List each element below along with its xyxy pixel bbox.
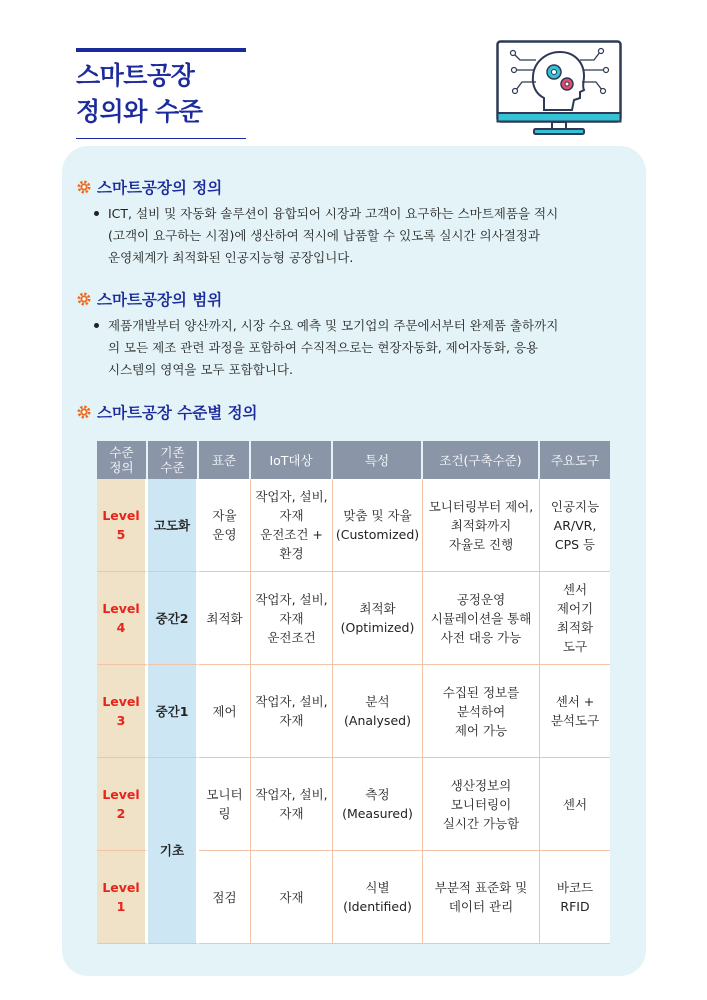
tools-cell: 센서 xyxy=(540,758,610,851)
header-standard: 기존 수준 xyxy=(148,441,199,479)
scope-line-1: 제품개발부터 양산까지, 시장 수요 예측 및 모기업의 주문에서부터 완제품 출하까지 xyxy=(108,318,559,333)
section-heading-levels xyxy=(76,401,258,423)
header-feature: 특성 xyxy=(333,441,423,479)
level-cell: Level 2 xyxy=(97,758,148,851)
feature-cell: 측정 (Measured) xyxy=(333,758,423,851)
definition-line-2: (고객이 요구하는 시점)에 생산하여 적시에 납품할 수 있도록 실시간 의사결정과 xyxy=(108,228,540,243)
header-level: 수준 정의 xyxy=(97,441,148,479)
standard-cell: 중간2 xyxy=(148,572,199,665)
std-cell: 제어 xyxy=(199,665,251,758)
level-cell: Level 1 xyxy=(97,851,148,944)
iot-cell: 작업자, 설비, 자재 운전조건 xyxy=(251,572,333,665)
definition-paragraph xyxy=(92,203,592,269)
tools-cell: 바코드 RFID xyxy=(540,851,610,944)
gear-icon xyxy=(76,404,92,420)
level-cell: Level 5 xyxy=(97,479,148,572)
iot-cell: 자재 xyxy=(251,851,333,944)
scope-paragraph xyxy=(92,315,592,381)
standard-cell: 기초 xyxy=(148,758,199,944)
iot-cell: 작업자, 설비, 자재 xyxy=(251,758,333,851)
header-std: 표준 xyxy=(199,441,251,479)
tools-cell: 인공지능 AR/VR, CPS 등 xyxy=(540,479,610,572)
iot-cell: 작업자, 설비, 자재 xyxy=(251,665,333,758)
section-heading-scope xyxy=(76,288,222,310)
smart-factory-levels-table xyxy=(97,441,610,944)
condition-cell: 공정운영 시뮬레이션을 통해 사전 대응 가능 xyxy=(423,572,540,665)
std-cell: 모니터링 xyxy=(199,758,251,851)
definition-line-3: 운영체계가 최적화된 인공지능형 공장입니다. xyxy=(108,250,354,265)
scope-line-3: 시스템의 영역을 모두 포함합니다. xyxy=(108,362,293,377)
std-cell: 점검 xyxy=(199,851,251,944)
page-title-block xyxy=(76,48,246,139)
section-heading-definition xyxy=(76,176,222,198)
bullet-dot xyxy=(94,323,99,328)
feature-cell: 식별 (Identified) xyxy=(333,851,423,944)
section-heading-definition-label: 스마트공장의 정의 xyxy=(97,179,223,197)
header-tools: 주요도구 xyxy=(540,441,610,479)
section-heading-scope-label: 스마트공장의 범위 xyxy=(97,291,223,309)
section-heading-levels-label: 스마트공장 수준별 정의 xyxy=(97,404,258,422)
page-title-line-2: 정의와 수준 xyxy=(76,97,203,126)
definition-line-1: ICT, 설비 및 자동화 솔루션이 융합되어 시장과 고객이 요구하는 스마트제품을 적시 xyxy=(108,206,559,221)
gear-icon xyxy=(76,291,92,307)
iot-cell: 작업자, 설비, 자재 운전조건 + 환경 xyxy=(251,479,333,572)
bullet-dot xyxy=(94,211,99,216)
feature-cell: 최적화 (Optimized) xyxy=(333,572,423,665)
feature-cell: 분석 (Analysed) xyxy=(333,665,423,758)
feature-cell: 맞춤 및 자율 (Customized) xyxy=(333,479,423,572)
std-cell: 자율 운영 xyxy=(199,479,251,572)
std-cell: 최적화 xyxy=(199,572,251,665)
standard-cell: 고도화 xyxy=(148,479,199,572)
condition-cell: 수집된 정보를 분석하여 제어 가능 xyxy=(423,665,540,758)
header-condition: 조건(구축수준) xyxy=(423,441,540,479)
tools-cell: 센서 제어기 최적화 도구 xyxy=(540,572,610,665)
level-cell: Level 4 xyxy=(97,572,148,665)
ai-brain-monitor-icon xyxy=(496,40,622,136)
title-underline xyxy=(76,138,246,139)
table-row xyxy=(97,758,610,851)
standard-cell: 중간1 xyxy=(148,665,199,758)
header-iot: IoT대상 xyxy=(251,441,333,479)
table-row xyxy=(97,572,610,665)
page-title-line-1: 스마트공장 xyxy=(76,61,195,90)
gear-icon xyxy=(76,179,92,195)
scope-line-2: 의 모든 제조 관련 과정을 포함하여 수직적으로는 현장자동화, 제어자동화, 응용 xyxy=(108,340,539,355)
table-row xyxy=(97,665,610,758)
condition-cell: 생산정보의 모니터링이 실시간 가능함 xyxy=(423,758,540,851)
table-row xyxy=(97,479,610,572)
table-header-row xyxy=(97,441,610,479)
condition-cell: 부분적 표준화 및 데이터 관리 xyxy=(423,851,540,944)
level-cell: Level 3 xyxy=(97,665,148,758)
condition-cell: 모니터링부터 제어, 최적화까지 자율로 진행 xyxy=(423,479,540,572)
tools-cell: 센서 + 분석도구 xyxy=(540,665,610,758)
